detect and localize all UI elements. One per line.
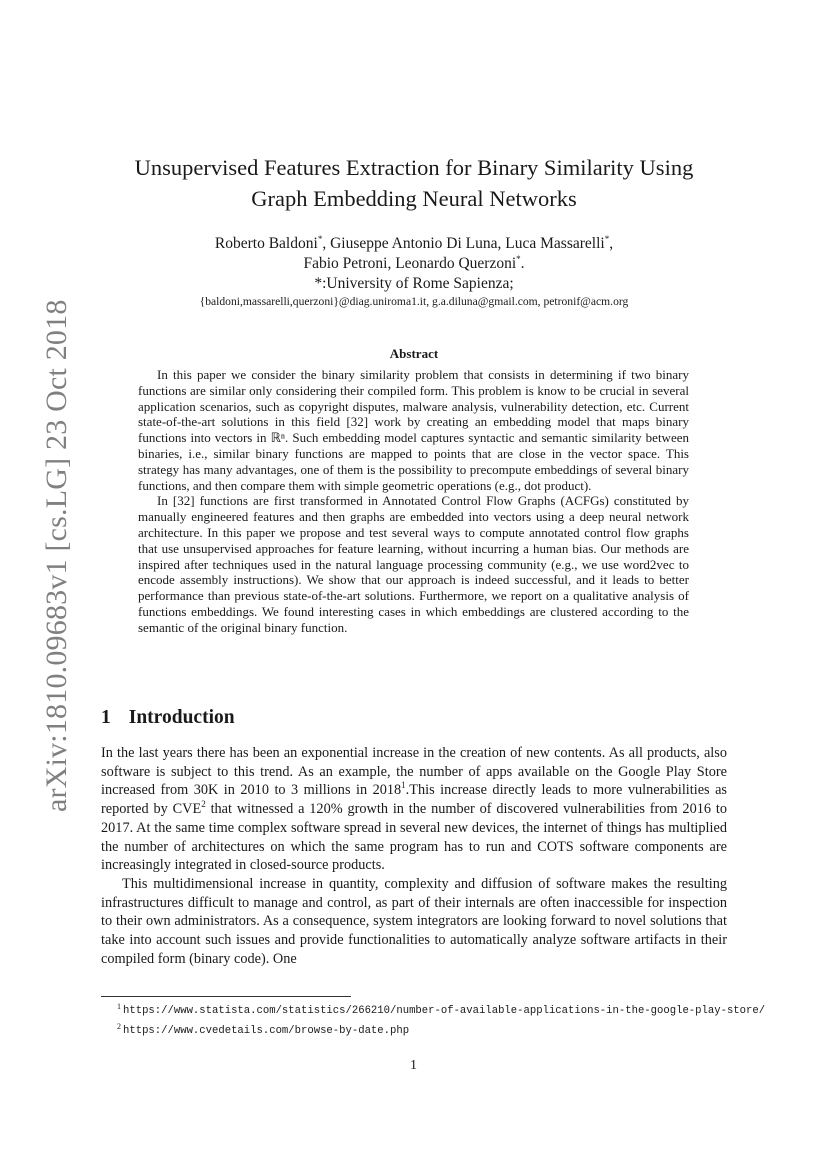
arxiv-identifier[interactable]: arXiv:1810.09683v1 [cs.LG] 23 Oct 2018 <box>40 299 73 812</box>
abstract-paragraph-1: In this paper we consider the binary similarity problem that consists in determining if two binary functions are similar only considering their compiled form. This problem is know to be crucial in several application scenarios, such as copyright disputes, malware analysis, vulnerability detection, etc. Current state-of-the-art solutions in this field [32] work by creating an embedding model that maps binary functions into vectors in ℝⁿ. Such embedding model captures syntactic and semantic similarity between binaries, i.e., similar binary functions are mapped to points that are close in the vector space. This strategy has many advantages, one of them is the possibility to precompute embeddings of several binary functions, and then compare them with simple geometric operations (e.g., dot product). <box>138 367 689 493</box>
author-names: , Giuseppe Antonio Di Luna, Luca Massarelli <box>322 235 605 252</box>
section-title: Introduction <box>128 707 235 728</box>
abstract-heading: Abstract <box>389 346 439 361</box>
separator: , <box>609 235 614 252</box>
footnote-mark: 2 <box>117 1022 121 1031</box>
author-block <box>100 234 728 294</box>
abstract-paragraph-2: In [32] functions are first transformed in Annotated Control Flow Graphs (ACFGs) constituted by manually engineered features and then graphs are embedded into vectors using a deep neural network architecture. In this paper we propose and test several ways to compute annotated control flow graphs that use unsupervised approaches for feature learning, without incurring a human bias. Our methods are inspired after techniques used in the natural language processing community (e.g., we use word2vec to encode assembly instructions). We show that our approach is indeed successful, and it leads to better performance than previous state-of-the-art solutions. Furthermore, we report on a qualitative analysis of functions embeddings. We found interesting cases in which embeddings are clustered according to the semantic of the original binary function. <box>138 493 689 635</box>
footnote-mark: 1 <box>117 1002 121 1011</box>
footnote-ref-2[interactable]: 2 <box>201 799 206 810</box>
section-number: 1 <box>101 707 111 728</box>
affiliation-star: * <box>516 253 521 264</box>
affiliation-star: * <box>317 233 323 244</box>
body-text: .This increase directly leads to more vulnerabilities as reported by CVE <box>101 782 728 818</box>
footnote-2 <box>101 1019 801 1039</box>
body-paragraph-1 <box>101 744 727 875</box>
title-line-1: Unsupervised Features Extraction for Binary Similarity Using <box>134 155 694 180</box>
footnote-ref-1[interactable]: 1 <box>401 780 406 791</box>
footnote-link[interactable]: https://www.cvedetails.com/browse-by-date.php <box>123 1025 410 1037</box>
body-paragraph-2: This multidimensional increase in quantity, complexity and diffusion of software makes the resulting infrastructures difficult to manage and control, as part of their internals are often inaccessible for inspection to their own administrators. As a consequence, system integrators are looking forward to novel solutions that take into account such issues and provide functionalities to automatically analyze software artifacts in their compiled form (binary code). One <box>101 875 727 967</box>
author-emails: {baldoni,massarelli,querzoni}@diag.uniroma1.it, g.a.diluna@gmail.com, petronif@acm.org <box>199 295 629 308</box>
section-heading-introduction <box>101 707 235 729</box>
introduction-body <box>101 744 727 968</box>
affiliation-star: * <box>604 233 610 244</box>
author-name: Roberto Baldoni <box>214 235 318 252</box>
body-text: In the last years there has been an exponential increase in the creation of new contents. As all products, also software is subject to this trend. As an example, the number of apps available on the Google Play Store increased from 30K in 2010 to 3 millions in 2018 <box>101 745 727 799</box>
title-line-2: Graph Embedding Neural Networks <box>251 186 577 211</box>
authors-line-1 <box>100 234 728 254</box>
paper-title <box>100 152 728 214</box>
author-names: Fabio Petroni, Leonardo Querzoni <box>303 255 517 272</box>
affiliation: *:University of Rome Sapienza; <box>314 275 514 292</box>
footnote-rule <box>101 996 351 997</box>
footnote-1 <box>101 999 801 1019</box>
authors-line-2 <box>100 254 728 274</box>
separator: . <box>520 255 525 272</box>
abstract-body <box>138 367 689 636</box>
footnote-link[interactable]: https://www.statista.com/statistics/266210/number-of-available-applications-in-the-google-play-store/ <box>123 1005 766 1017</box>
page-number: 1 <box>410 1058 417 1073</box>
body-text: that witnessed a 120% growth in the number of discovered vulnerabilities from 2016 to 2017. At the same time complex software spread in several new devices, the internet of things has multiplied the number of architectures on which the same program has to run and COTS software components are increasingly integrated in closed-source products. <box>101 801 727 874</box>
footnotes <box>101 999 801 1039</box>
